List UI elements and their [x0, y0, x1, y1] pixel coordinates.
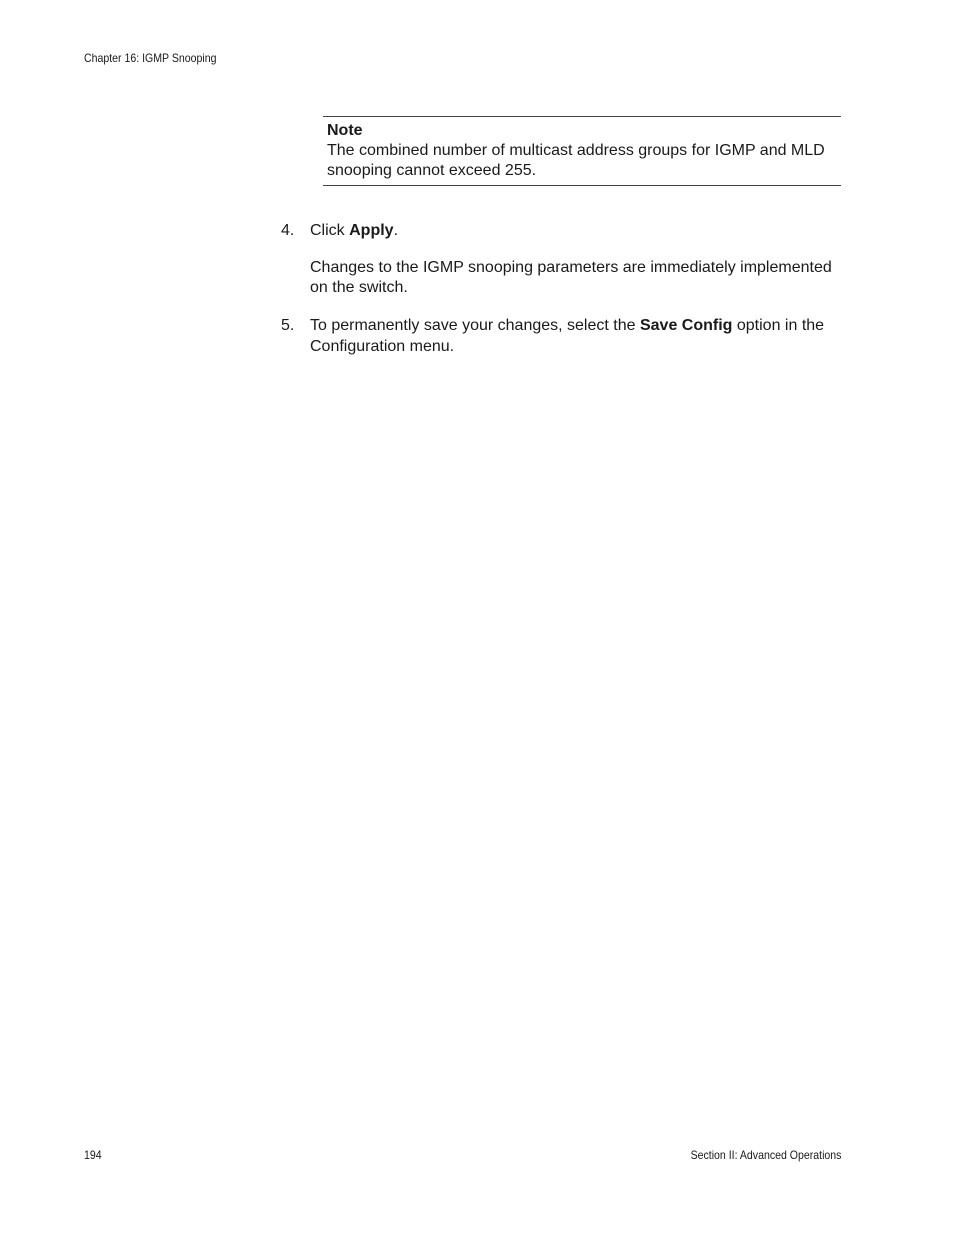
step-text-post: option in the Configuration menu.	[310, 317, 825, 355]
note-box	[323, 116, 841, 186]
page-number: 194	[84, 1148, 102, 1162]
save-config-term: Save Config	[639, 317, 733, 334]
running-footer: Section II: Advanced Operations	[690, 1148, 841, 1162]
step-text-post: .	[393, 222, 399, 239]
step-5	[281, 315, 841, 357]
step-text	[310, 315, 841, 357]
step-4-followup: Changes to the IGMP snooping parameters are immediately implemented on the switch.	[310, 259, 832, 296]
running-header: Chapter 16: IGMP Snooping	[84, 51, 217, 65]
step-text-pre: To permanently save your changes, select the	[310, 317, 640, 334]
note-body: The combined number of multicast address groups for IGMP and MLD snooping cannot exceed 255.	[327, 142, 825, 179]
step-4	[281, 220, 841, 241]
note-title: Note	[327, 122, 363, 139]
step-text-pre: Click	[310, 222, 350, 239]
apply-term: Apply	[349, 222, 394, 239]
step-number: 5.	[281, 317, 295, 334]
step-number: 4.	[281, 222, 295, 239]
step-text	[310, 220, 841, 241]
